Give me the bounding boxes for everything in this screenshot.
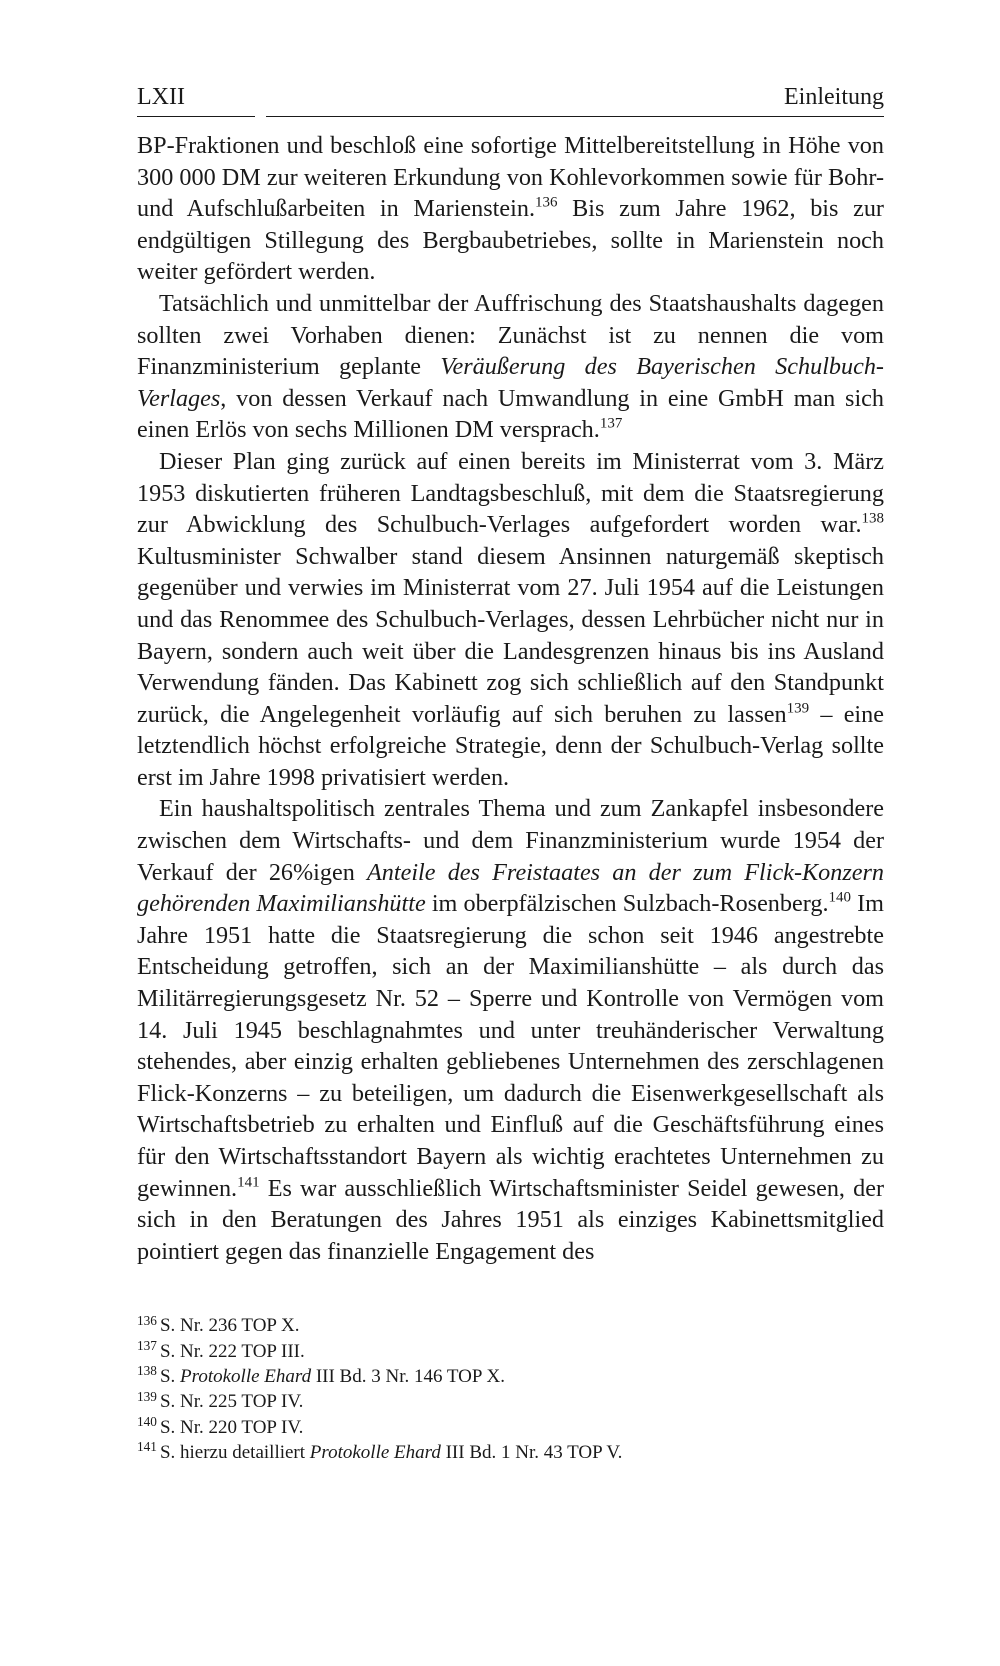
header-rule-left <box>137 116 255 117</box>
italic-text: Anteile des Freistaates an der zum Flick-Konzern gehörenden Maximilianshütte <box>137 858 884 918</box>
paragraph <box>137 793 884 1267</box>
footnote-number: 139 <box>137 1388 157 1404</box>
text-run: Kultusminister Schwalber stand diesem Ansinnen naturgemäß skeptisch gegenüber und verwies im Ministerrat vom 27. Juli 1954 auf die Leistungen und das Renommee des Schulbuch-Verlages, dessen Lehrbücher nicht nur in Bayern, sondern auch weit über die Landesgrenzen hinaus bis ins Ausland Verwendung fänden. Das Kabinett zog sich schließlich auf den Standpunkt zurück, die Angelegenheit vorläufig auf sich beruhen zu lassen <box>137 542 884 728</box>
text-run: S. Nr. 222 TOP III. <box>159 1340 305 1362</box>
footnote-reference: 139 <box>786 700 810 717</box>
text-run: – eine letztendlich höchst erfolgreiche Strategie, denn der Schulbuch-Verlag sollte erst im Jahre 1998 privatisiert werden. <box>137 700 884 791</box>
header-rule-right <box>266 116 884 117</box>
paragraph <box>137 130 884 288</box>
text-run: S. <box>159 1365 181 1387</box>
document-page <box>137 78 884 1465</box>
footnote-number: 140 <box>137 1413 157 1429</box>
footnote-number: 138 <box>137 1363 157 1379</box>
footnote-reference: 136 <box>535 194 558 211</box>
footnote-reference: 138 <box>861 510 884 527</box>
footnote <box>137 1440 884 1465</box>
footnote-reference: 137 <box>599 416 623 433</box>
italic-text: Veräußerung des Bayerischen Schulbuch-Verlages <box>137 353 884 412</box>
text-run: Dieser Plan ging zurück auf einen bereits im Ministerrat vom 3. März 1953 diskutierten früheren Landtagsbeschluß, mit dem die Staatsregierung zur Abwicklung des Schulbuch-Verlages aufgefordert worden war. <box>137 447 884 539</box>
footnote <box>137 1339 884 1364</box>
text-run: Bis zum Jahre 1962, bis zur endgültigen Stillegung des Bergbaubetriebes, sollte in Marienstein noch weiter gefördert werden. <box>137 195 884 286</box>
text-run: S. hierzu detailliert <box>159 1441 310 1463</box>
paragraph <box>137 446 884 794</box>
text-run: III Bd. 3 Nr. 146 TOP X. <box>311 1365 505 1387</box>
text-run: Im Jahre 1951 hatte die Staatsregierung die schon seit 1946 angestrebte Entscheidung getroffen, sich an der Maximilianshütte – als durch das Militärregierungsgesetz Nr. 52 – Sperre und Kontrolle von Vermögen vom 14. Juli 1945 beschlagnahmtes und unter treuhänderischer Verwaltung stehendes, aber einzig erhalten gebliebenes Unternehmen des zerschlagenen Flick-Konzerns – zu beteiligen, um dadurch die Eisenwerkgesellschaft als Wirtschaftsbetrieb zu erhalten und Einfluß auf die Geschäftsführung eines für den Wirtschaftsstandort Bayern als wichtig erachtetes Unternehmen zu gewinnen. <box>137 890 884 1202</box>
italic-text: Protokolle Ehard <box>309 1441 441 1463</box>
text-run: BP-Fraktionen und beschloß eine sofortige Mittelbereitstellung in Höhe von 300 000 DM zur weiteren Erkundung von Kohlevorkommen sowie für Bohr- und Aufschlußarbeiten in Marienstein. <box>137 132 884 223</box>
footnote <box>137 1415 884 1440</box>
text-run: S. Nr. 225 TOP IV. <box>159 1391 304 1413</box>
body-text <box>137 130 884 1267</box>
italic-text: Protokolle Ehard <box>180 1365 312 1387</box>
text-run: III Bd. 1 Nr. 43 TOP V. <box>440 1441 623 1463</box>
footnote-reference: 140 <box>828 889 851 906</box>
running-head <box>137 78 884 118</box>
footnote-reference: 141 <box>237 1174 260 1191</box>
footnote-number: 137 <box>137 1338 157 1354</box>
text-run: Ein haushaltspolitisch zentrales Thema und zum Zankapfel insbesondere zwischen dem Wirtschafts- und dem Finanzministerium wurde 1954 der Verkauf der 26%igen <box>137 795 884 886</box>
page-number: LXII <box>137 84 185 110</box>
footnote-number: 136 <box>137 1312 157 1328</box>
paragraph <box>137 288 884 446</box>
text-run: Tatsächlich und unmittelbar der Auffrischung des Staatshaushalts dagegen sollten zwei Vorhaben dienen: Zunächst ist zu nennen die vom Finanzministerium geplante <box>137 289 884 381</box>
running-head-title: Einleitung <box>784 84 884 110</box>
text-run: , von dessen Verkauf nach Umwandlung in eine GmbH man sich einen Erlös von sechs Millionen DM versprach. <box>137 384 884 444</box>
text-run: im oberpfälzischen Sulzbach-Rosenberg. <box>425 890 829 918</box>
footnote <box>137 1364 884 1389</box>
footnote-number: 141 <box>137 1439 157 1455</box>
text-run: S. Nr. 220 TOP IV. <box>159 1416 304 1438</box>
footnotes <box>137 1313 884 1465</box>
footnote <box>137 1313 884 1338</box>
footnote <box>137 1389 884 1414</box>
text-run: Es war ausschließlich Wirtschaftsminister Seidel gewesen, der sich in den Beratungen des Jahres 1951 als einziges Kabinettsmitglied pointiert gegen das finanzielle Engagement des <box>137 1174 884 1265</box>
text-run: S. Nr. 236 TOP X. <box>159 1315 300 1337</box>
